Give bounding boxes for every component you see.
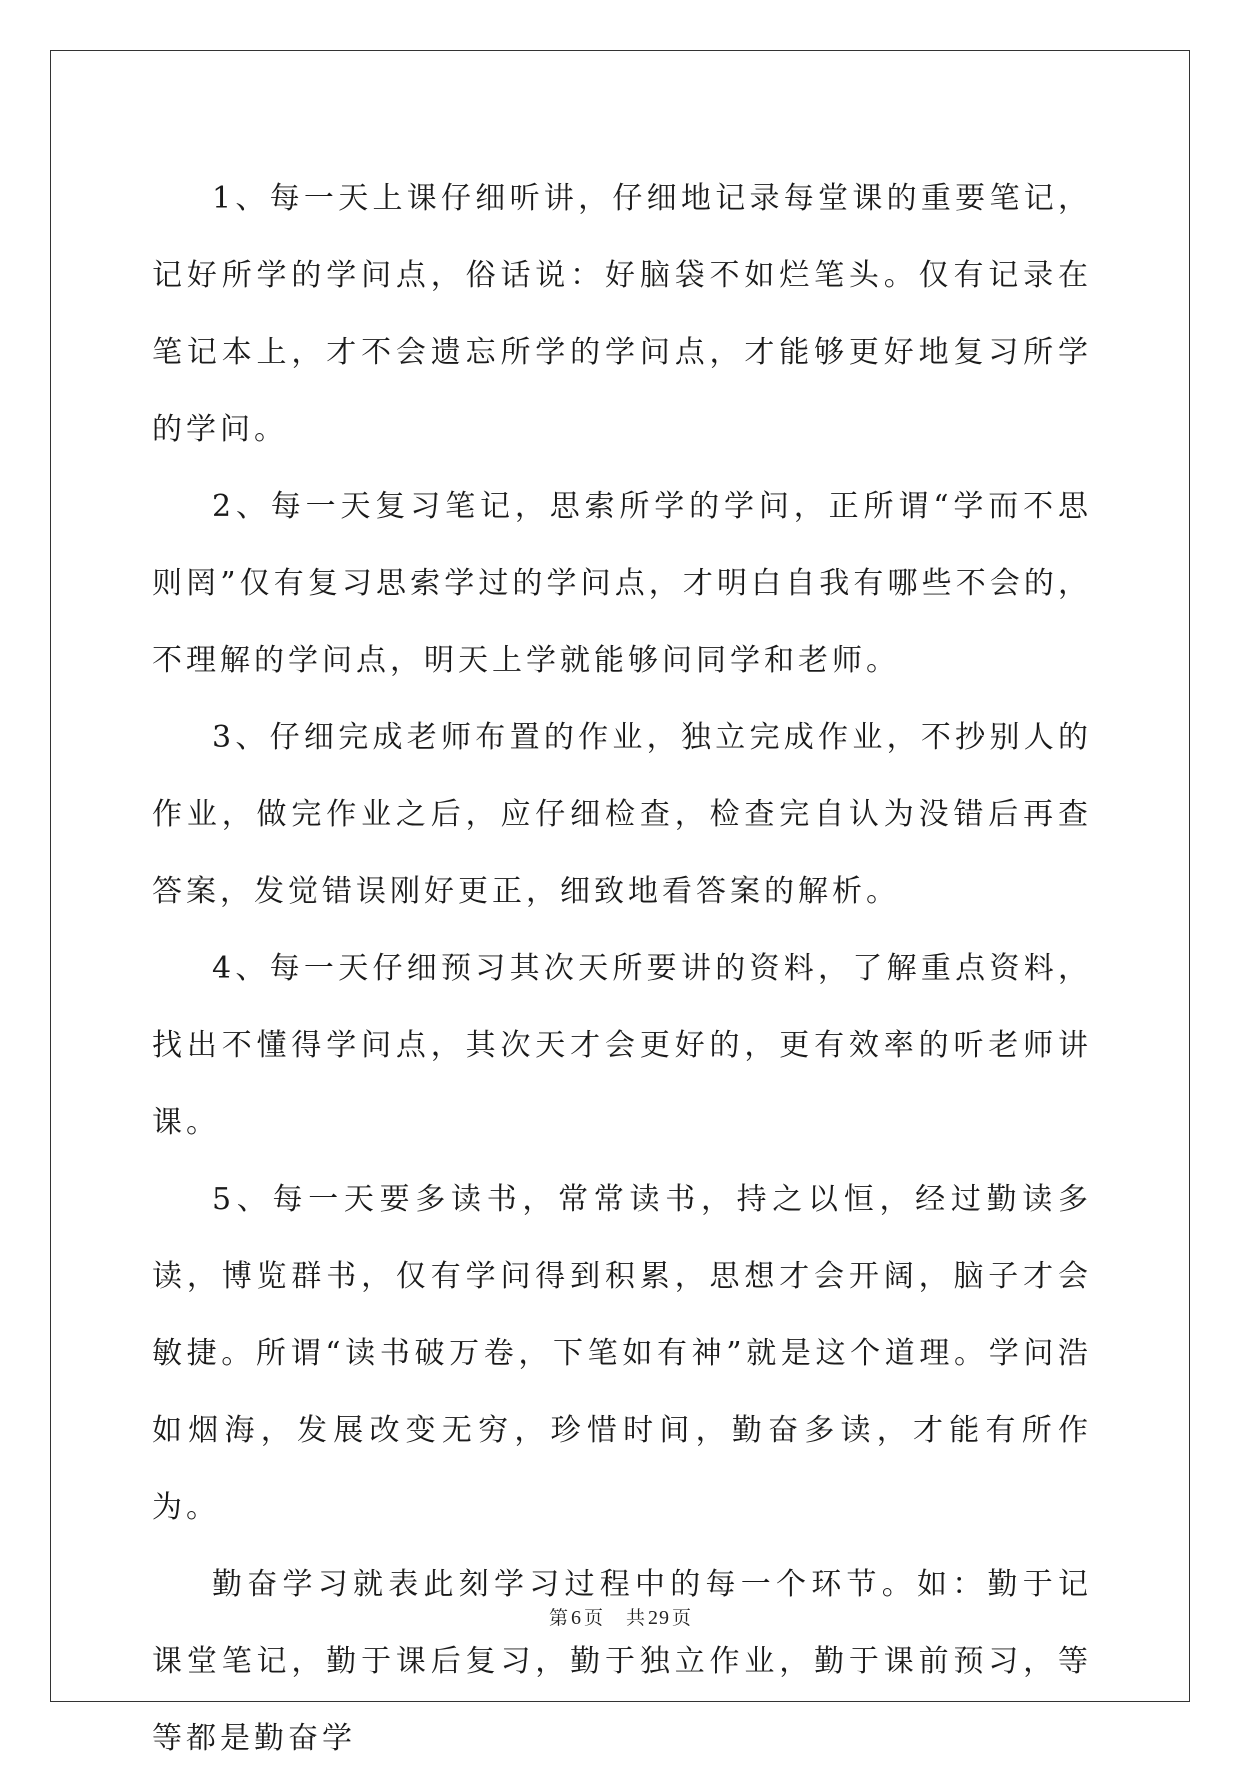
document-body <box>152 160 1092 1777</box>
page-footer <box>0 1603 1241 1630</box>
paragraph-3: 3、仔细完成老师布置的作业，独立完成作业，不抄别人的作业，做完作业之后，应仔细检查，检查完自认为没错后再查答案，发觉错误刚好更正，细致地看答案的解析。 <box>152 720 1092 909</box>
paragraph-6: 勤奋学习就表此刻学习过程中的每一个环节。如：勤于记课堂笔记，勤于课后复习，勤于独立作业，勤于课前预习，等等都是勤奋学 <box>152 1567 1092 1756</box>
paragraph-1: 1、每一天上课仔细听讲，仔细地记录每堂课的重要笔记，记好所学的学问点，俗话说：好脑袋不如烂笔头。仅有记录在笔记本上，才不会遗忘所学的学问点，才能够更好地复习所学的学问。 <box>152 181 1092 447</box>
paragraph-2: 2、每一天复习笔记，思索所学的学问，正所谓“学而不思则罔”仅有复习思索学过的学问点，才明白自我有哪些不会的，不理解的学问点，明天上学就能够问同学和老师。 <box>152 489 1092 678</box>
total-prefix: 共 <box>626 1607 647 1629</box>
page-prefix: 第 <box>548 1607 569 1629</box>
paragraph-5: 5、每一天要多读书，常常读书，持之以恒，经过勤读多读，博览群书，仅有学问得到积累，思想才会开阔，脑子才会敏捷。所谓“读书破万卷，下笔如有神”就是这个道理。学问浩如烟海，发展改变无穷，珍惜时间，勤奋多读，才能有所作为。 <box>152 1182 1092 1525</box>
total-suffix: 页 <box>672 1607 693 1629</box>
total-pages: 29 <box>648 1607 671 1629</box>
page-number: 6 <box>570 1607 582 1629</box>
paragraph-4: 4、每一天仔细预习其次天所要讲的资料，了解重点资料，找出不懂得学问点，其次天才会更好的，更有效率的听老师讲课。 <box>152 951 1092 1140</box>
page-suffix: 页 <box>583 1607 604 1629</box>
